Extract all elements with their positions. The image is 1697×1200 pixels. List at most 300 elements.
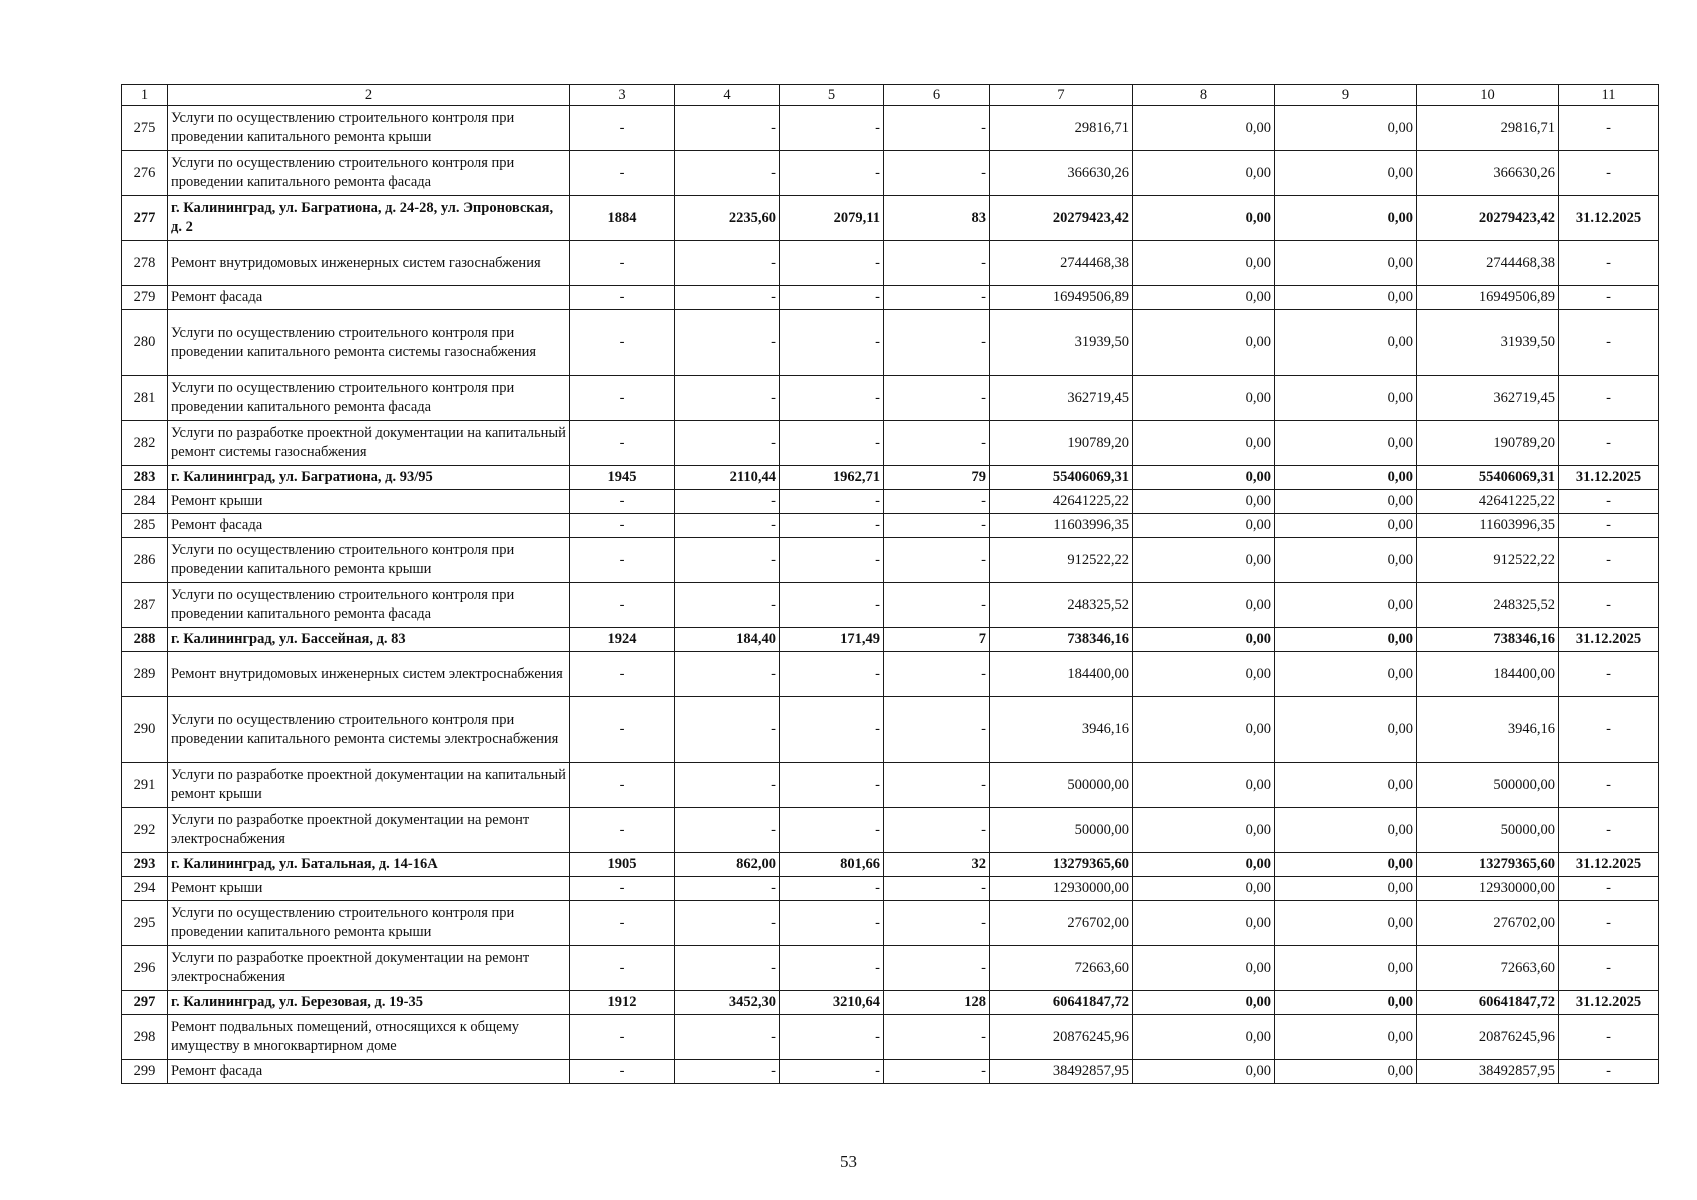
table-cell: - (675, 1015, 780, 1060)
table-cell: - (570, 1015, 675, 1060)
table-cell: 128 (884, 991, 990, 1015)
table-cell: 42641225,22 (1417, 490, 1559, 514)
work-item-row (122, 241, 1659, 286)
table-cell: 0,00 (1133, 697, 1275, 763)
table-cell: - (570, 946, 675, 991)
table-cell: 0,00 (1133, 490, 1275, 514)
table-cell: 0,00 (1275, 376, 1417, 421)
table-cell: - (884, 538, 990, 583)
table-cell: 366630,26 (990, 151, 1133, 196)
table-cell: - (1559, 697, 1659, 763)
table-cell: 0,00 (1275, 286, 1417, 310)
table-cell: 276702,00 (1417, 901, 1559, 946)
table-cell: - (884, 877, 990, 901)
table-cell: 190789,20 (990, 421, 1133, 466)
table-cell: 500000,00 (1417, 763, 1559, 808)
table-cell: 38492857,95 (1417, 1060, 1559, 1084)
table-cell: 20876245,96 (990, 1015, 1133, 1060)
column-number: 2 (168, 85, 570, 106)
table-cell: 0,00 (1275, 583, 1417, 628)
table-cell: 0,00 (1133, 196, 1275, 241)
table-cell: 248325,52 (1417, 583, 1559, 628)
table-cell: 291 (122, 763, 168, 808)
table-cell: 2235,60 (675, 196, 780, 241)
work-item-row (122, 514, 1659, 538)
table-cell: - (884, 583, 990, 628)
table-cell: - (1559, 808, 1659, 853)
table-cell: - (570, 376, 675, 421)
table-cell: - (780, 1060, 884, 1084)
table-cell: - (675, 514, 780, 538)
work-item-row (122, 946, 1659, 991)
table-cell: Ремонт внутридомовых инженерных систем электроснабжения (168, 652, 570, 697)
table-cell: 0,00 (1275, 421, 1417, 466)
table-cell: г. Калининград, ул. Березовая, д. 19-35 (168, 991, 570, 1015)
table-cell: 0,00 (1275, 697, 1417, 763)
table-cell: 31.12.2025 (1559, 196, 1659, 241)
table-cell: - (1559, 538, 1659, 583)
table-cell: - (884, 763, 990, 808)
table-cell: 912522,22 (990, 538, 1133, 583)
table-cell: - (884, 490, 990, 514)
table-cell: Ремонт крыши (168, 877, 570, 901)
table-cell: 0,00 (1275, 808, 1417, 853)
table-cell: - (570, 1060, 675, 1084)
table-cell: - (570, 106, 675, 151)
table-cell: - (780, 877, 884, 901)
table-cell: - (675, 241, 780, 286)
table-cell: 0,00 (1133, 538, 1275, 583)
table-cell: 31939,50 (1417, 310, 1559, 376)
table-cell: 31939,50 (990, 310, 1133, 376)
table-cell: 0,00 (1133, 763, 1275, 808)
table-cell: 248325,52 (990, 583, 1133, 628)
table-cell: 912522,22 (1417, 538, 1559, 583)
table-cell: Услуги по разработке проектной документации на капитальный ремонт системы газоснабжения (168, 421, 570, 466)
table-cell: - (884, 1015, 990, 1060)
table-cell: - (884, 376, 990, 421)
table-cell: - (1559, 310, 1659, 376)
address-row (122, 466, 1659, 490)
table-cell: 0,00 (1133, 946, 1275, 991)
table-cell: Ремонт фасада (168, 1060, 570, 1084)
table-cell: - (675, 652, 780, 697)
table-cell: 190789,20 (1417, 421, 1559, 466)
table-cell: 0,00 (1133, 628, 1275, 652)
table-cell: - (780, 490, 884, 514)
table-cell: 277 (122, 196, 168, 241)
table-cell: 0,00 (1133, 514, 1275, 538)
table-cell: 295 (122, 901, 168, 946)
address-row (122, 196, 1659, 241)
table-cell: - (675, 808, 780, 853)
table-cell: 0,00 (1275, 877, 1417, 901)
table-cell: 38492857,95 (990, 1060, 1133, 1084)
table-cell: 862,00 (675, 853, 780, 877)
work-item-row (122, 151, 1659, 196)
table-cell: Услуги по осуществлению строительного контроля при проведении капитального ремонта фасада (168, 376, 570, 421)
table-cell: 16949506,89 (1417, 286, 1559, 310)
table-cell: - (570, 538, 675, 583)
table-cell: 31.12.2025 (1559, 853, 1659, 877)
table-cell: 276 (122, 151, 168, 196)
table-cell: - (570, 877, 675, 901)
table-cell: 0,00 (1133, 991, 1275, 1015)
table-cell: Ремонт внутридомовых инженерных систем газоснабжения (168, 241, 570, 286)
table-cell: 284 (122, 490, 168, 514)
table-cell: 293 (122, 853, 168, 877)
table-cell: 0,00 (1133, 286, 1275, 310)
column-number: 4 (675, 85, 780, 106)
table-cell: 13279365,60 (990, 853, 1133, 877)
table-cell: 0,00 (1133, 241, 1275, 286)
table-cell: 79 (884, 466, 990, 490)
table-cell: 55406069,31 (990, 466, 1133, 490)
table-cell: - (570, 583, 675, 628)
table-cell: Услуги по осуществлению строительного контроля при проведении капитального ремонта крыши (168, 106, 570, 151)
table-cell: Услуги по осуществлению строительного контроля при проведении капитального ремонта крыши (168, 901, 570, 946)
table-cell: Услуги по осуществлению строительного контроля при проведении капитального ремонта системы газоснабжения (168, 310, 570, 376)
table-cell: - (675, 490, 780, 514)
table-cell: Ремонт фасада (168, 286, 570, 310)
table-cell: 294 (122, 877, 168, 901)
table-cell: - (884, 514, 990, 538)
table-cell: 1924 (570, 628, 675, 652)
table-cell: 31.12.2025 (1559, 628, 1659, 652)
table-cell: - (570, 241, 675, 286)
table-cell: 292 (122, 808, 168, 853)
table-cell: - (780, 538, 884, 583)
table-cell: - (570, 151, 675, 196)
table-cell: - (675, 583, 780, 628)
page-number: 53 (840, 1152, 857, 1171)
table-cell: 60641847,72 (1417, 991, 1559, 1015)
table-cell: 0,00 (1275, 853, 1417, 877)
table-cell: - (780, 697, 884, 763)
table-cell: Услуги по разработке проектной документации на ремонт электроснабжения (168, 808, 570, 853)
table-cell: 289 (122, 652, 168, 697)
table-cell: г. Калининград, ул. Багратиона, д. 93/95 (168, 466, 570, 490)
table-cell: 286 (122, 538, 168, 583)
table-cell: 299 (122, 1060, 168, 1084)
table-cell: 11603996,35 (990, 514, 1133, 538)
table-cell: 3210,64 (780, 991, 884, 1015)
table-cell: - (1559, 901, 1659, 946)
table-cell: 283 (122, 466, 168, 490)
table-cell: - (1559, 1060, 1659, 1084)
table-cell: 2744468,38 (1417, 241, 1559, 286)
table-cell: 0,00 (1275, 946, 1417, 991)
table-cell: 0,00 (1275, 196, 1417, 241)
table-cell: г. Калининград, ул. Багратиона, д. 24-28, ул. Эпроновская, д. 2 (168, 196, 570, 241)
table-cell: - (1559, 763, 1659, 808)
table-cell: 1884 (570, 196, 675, 241)
table-cell: 13279365,60 (1417, 853, 1559, 877)
table-cell: - (884, 697, 990, 763)
table-cell: 29816,71 (1417, 106, 1559, 151)
table-cell: - (570, 697, 675, 763)
table-cell: - (675, 106, 780, 151)
table-cell: 20279423,42 (1417, 196, 1559, 241)
table-cell: 3946,16 (990, 697, 1133, 763)
table-cell: 0,00 (1133, 853, 1275, 877)
table-cell: 3452,30 (675, 991, 780, 1015)
table-cell: 0,00 (1275, 628, 1417, 652)
work-item-row (122, 877, 1659, 901)
table-cell: 1905 (570, 853, 675, 877)
table-cell: - (675, 697, 780, 763)
table-cell: 31.12.2025 (1559, 466, 1659, 490)
table-cell: 297 (122, 991, 168, 1015)
table-cell: 0,00 (1275, 310, 1417, 376)
table-cell: 83 (884, 196, 990, 241)
table-cell: 801,66 (780, 853, 884, 877)
table-cell: - (1559, 652, 1659, 697)
table-cell: Услуги по осуществлению строительного контроля при проведении капитального ремонта крыши (168, 538, 570, 583)
table-cell: 279 (122, 286, 168, 310)
table-cell: 20876245,96 (1417, 1015, 1559, 1060)
work-item-row (122, 763, 1659, 808)
table-cell: - (884, 241, 990, 286)
table-cell: 298 (122, 1015, 168, 1060)
table-cell: - (884, 808, 990, 853)
table-cell: 0,00 (1275, 991, 1417, 1015)
table-cell: Ремонт крыши (168, 490, 570, 514)
table-cell: 0,00 (1275, 538, 1417, 583)
table-cell: 0,00 (1133, 376, 1275, 421)
column-number: 11 (1559, 85, 1659, 106)
program-table (121, 84, 1659, 1084)
table-cell: 0,00 (1133, 901, 1275, 946)
work-item-row (122, 490, 1659, 514)
table-cell: - (675, 310, 780, 376)
table-cell: 184400,00 (1417, 652, 1559, 697)
table-cell: 0,00 (1275, 1060, 1417, 1084)
table-cell: 362719,45 (990, 376, 1133, 421)
table-cell: - (1559, 376, 1659, 421)
table-cell: 0,00 (1275, 241, 1417, 286)
table-cell: 184,40 (675, 628, 780, 652)
column-number: 8 (1133, 85, 1275, 106)
table-cell: 500000,00 (990, 763, 1133, 808)
table-cell: 12930000,00 (990, 877, 1133, 901)
table-cell: 280 (122, 310, 168, 376)
table-cell: 0,00 (1133, 877, 1275, 901)
table-cell: - (1559, 1015, 1659, 1060)
table-cell: - (780, 763, 884, 808)
table-cell: - (780, 514, 884, 538)
table-cell: - (570, 808, 675, 853)
table-cell: - (675, 286, 780, 310)
table-cell: 0,00 (1275, 151, 1417, 196)
table-cell: 0,00 (1133, 106, 1275, 151)
table-cell: 2744468,38 (990, 241, 1133, 286)
work-item-row (122, 421, 1659, 466)
table-cell: - (884, 901, 990, 946)
table-cell: - (1559, 151, 1659, 196)
table-cell: - (884, 652, 990, 697)
table-cell: - (1559, 106, 1659, 151)
address-row (122, 628, 1659, 652)
table-cell: - (884, 946, 990, 991)
table-cell: - (780, 310, 884, 376)
table-cell: 281 (122, 376, 168, 421)
table-cell: 0,00 (1275, 901, 1417, 946)
table-cell: г. Калининград, ул. Батальная, д. 14-16А (168, 853, 570, 877)
table-cell: - (570, 514, 675, 538)
table-cell: Услуги по разработке проектной документации на капитальный ремонт крыши (168, 763, 570, 808)
table-cell: 362719,45 (1417, 376, 1559, 421)
table-cell: 3946,16 (1417, 697, 1559, 763)
table-cell: - (570, 763, 675, 808)
table-cell: 288 (122, 628, 168, 652)
table-cell: 29816,71 (990, 106, 1133, 151)
table-cell: - (780, 286, 884, 310)
table-cell: 1912 (570, 991, 675, 1015)
table-cell: 282 (122, 421, 168, 466)
table-cell: г. Калининград, ул. Бассейная, д. 83 (168, 628, 570, 652)
table-cell: 184400,00 (990, 652, 1133, 697)
table-cell: 72663,60 (990, 946, 1133, 991)
table-cell: 0,00 (1133, 310, 1275, 376)
table-cell: - (675, 376, 780, 421)
table-cell: Услуги по осуществлению строительного контроля при проведении капитального ремонта фасада (168, 583, 570, 628)
table-cell: 32 (884, 853, 990, 877)
table-cell: 0,00 (1133, 1060, 1275, 1084)
table-cell: - (1559, 421, 1659, 466)
table-cell: Услуги по разработке проектной документации на ремонт электроснабжения (168, 946, 570, 991)
table-cell: 285 (122, 514, 168, 538)
table-cell: - (570, 310, 675, 376)
table-cell: - (675, 763, 780, 808)
work-item-row (122, 808, 1659, 853)
table-cell: 11603996,35 (1417, 514, 1559, 538)
table-cell: 296 (122, 946, 168, 991)
table-cell: 0,00 (1275, 1015, 1417, 1060)
table-cell: 72663,60 (1417, 946, 1559, 991)
table-cell: 275 (122, 106, 168, 151)
column-number: 10 (1417, 85, 1559, 106)
table-cell: 171,49 (780, 628, 884, 652)
table-cell: - (1559, 514, 1659, 538)
table-cell: - (1559, 490, 1659, 514)
table-cell: 42641225,22 (990, 490, 1133, 514)
table-cell: - (780, 106, 884, 151)
table-cell: 0,00 (1133, 583, 1275, 628)
table-cell: - (675, 946, 780, 991)
work-item-row (122, 310, 1659, 376)
table-cell: 2110,44 (675, 466, 780, 490)
table-cell: 50000,00 (990, 808, 1133, 853)
table-cell: - (1559, 286, 1659, 310)
work-item-row (122, 1060, 1659, 1084)
table-cell: 0,00 (1275, 490, 1417, 514)
column-number: 1 (122, 85, 168, 106)
table-cell: - (884, 151, 990, 196)
table-cell: - (675, 1060, 780, 1084)
table-cell: - (884, 106, 990, 151)
table-cell: Услуги по осуществлению строительного контроля при проведении капитального ремонта системы электроснабжения (168, 697, 570, 763)
column-number-row (122, 85, 1659, 106)
column-number: 5 (780, 85, 884, 106)
table-cell: 60641847,72 (990, 991, 1133, 1015)
address-row (122, 853, 1659, 877)
table-cell: Услуги по осуществлению строительного контроля при проведении капитального ремонта фасада (168, 151, 570, 196)
table-cell: - (780, 583, 884, 628)
table-cell: - (780, 946, 884, 991)
table-cell: - (570, 490, 675, 514)
table-cell: - (780, 151, 884, 196)
table-cell: 0,00 (1275, 106, 1417, 151)
table-cell: 290 (122, 697, 168, 763)
table-cell: 0,00 (1133, 808, 1275, 853)
table-cell: 0,00 (1133, 1015, 1275, 1060)
table-cell: - (675, 421, 780, 466)
table-cell: - (1559, 583, 1659, 628)
table-cell: 0,00 (1275, 466, 1417, 490)
work-item-row (122, 583, 1659, 628)
table-cell: - (884, 1060, 990, 1084)
table-cell: - (1559, 241, 1659, 286)
column-number: 9 (1275, 85, 1417, 106)
address-row (122, 991, 1659, 1015)
table-cell: 0,00 (1133, 652, 1275, 697)
table-cell: 1962,71 (780, 466, 884, 490)
column-number: 6 (884, 85, 990, 106)
table-cell: 0,00 (1275, 763, 1417, 808)
column-number: 3 (570, 85, 675, 106)
table-cell: 0,00 (1133, 466, 1275, 490)
work-item-row (122, 901, 1659, 946)
table-cell: - (780, 901, 884, 946)
table-cell: 366630,26 (1417, 151, 1559, 196)
table-cell: 31.12.2025 (1559, 991, 1659, 1015)
work-item-row (122, 106, 1659, 151)
table-cell: 16949506,89 (990, 286, 1133, 310)
table-cell: - (884, 286, 990, 310)
table-cell: - (1559, 946, 1659, 991)
table-cell: - (675, 538, 780, 583)
table-cell: - (570, 421, 675, 466)
table-cell: 276702,00 (990, 901, 1133, 946)
work-item-row (122, 652, 1659, 697)
table-cell: 287 (122, 583, 168, 628)
work-item-row (122, 1015, 1659, 1060)
table-cell: - (780, 376, 884, 421)
table-cell: 0,00 (1133, 151, 1275, 196)
table-cell: 0,00 (1275, 652, 1417, 697)
table-cell: Ремонт фасада (168, 514, 570, 538)
table-cell: 7 (884, 628, 990, 652)
table-cell: 12930000,00 (1417, 877, 1559, 901)
table-cell: 2079,11 (780, 196, 884, 241)
table-cell: - (675, 151, 780, 196)
table-cell: - (780, 808, 884, 853)
table-cell: 738346,16 (990, 628, 1133, 652)
table-cell: 50000,00 (1417, 808, 1559, 853)
work-item-row (122, 538, 1659, 583)
table-cell: - (884, 421, 990, 466)
table-cell: 55406069,31 (1417, 466, 1559, 490)
table-cell: - (570, 901, 675, 946)
table-cell: - (570, 286, 675, 310)
work-item-row (122, 376, 1659, 421)
table-cell: - (780, 241, 884, 286)
table-cell: 20279423,42 (990, 196, 1133, 241)
table-cell: 0,00 (1275, 514, 1417, 538)
table-cell: - (1559, 877, 1659, 901)
table-cell: Ремонт подвальных помещений, относящихся к общему имуществу в многоквартирном доме (168, 1015, 570, 1060)
